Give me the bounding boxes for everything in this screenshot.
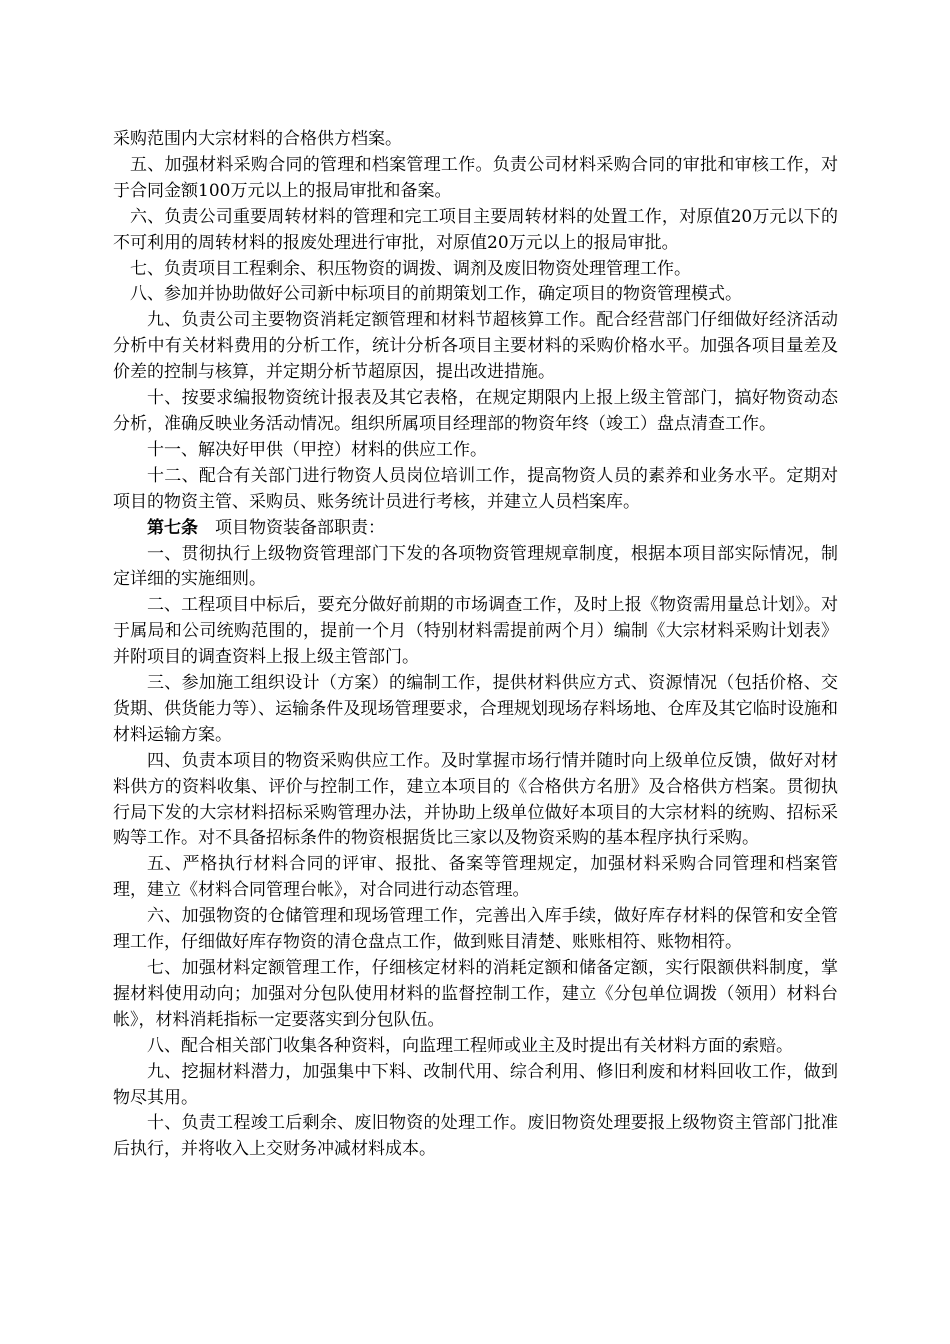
paragraph: 八、参加并协助做好公司新中标项目的前期策划工作，确定项目的物资管理模式。: [130, 284, 742, 305]
section-title: 项目物资装备部职责：: [198, 517, 385, 538]
paragraph: 七、负责项目工程剩余、积压物资的调拨、调剂及废旧物资处理管理工作。: [130, 258, 691, 279]
paragraph: 八、配合相关部门收集各种资料，向监理工程师或业主及时提出有关材料方面的索赔。: [147, 1035, 793, 1056]
document-page: [113, 127, 838, 1163]
paragraph: 十一、解决好甲供（甲控）材料的供应工作。: [147, 439, 487, 460]
paragraph: 十二、配合有关部门进行物资人员岗位培训工作，提高物资人员的素养和业务水平。定期对项目的物资主管、采购员、账务统计员进行考核，并建立人员档案库。: [113, 465, 838, 512]
paragraph: 四、负责本项目的物资采购供应工作。及时掌握市场行情并随时向上级单位反馈，做好对材料供方的资料收集、评价与控制工作，建立本项目的《合格供方名册》及合格供方档案。贯彻执行局下发的大宗材料招标采购管理办法，并协助上级单位做好本项目的大宗材料的统购、招标采购等工作。对不具备招标条件的物资根据货比三家以及物资采购的基本程序执行采购。: [113, 750, 838, 849]
paragraph: 十、按要求编报物资统计报表及其它表格，在规定期限内上报上级主管部门，搞好物资动态分析，准确反映业务活动情况。组织所属项目经理部的物资年终（竣工）盘点清查工作。: [113, 388, 838, 434]
paragraph: 六、负责公司重要周转材料的管理和完工项目主要周转材料的处置工作，对原值20万元以下的不可利用的周转材料的报废处理进行审批，对原值20万元以上的报局审批。: [113, 206, 838, 253]
paragraph: 九、挖掘材料潜力，加强集中下料、改制代用、综合利用、修旧利废和材料回收工作，做到物尽其用。: [113, 1061, 838, 1108]
paragraph: 九、负责公司主要物资消耗定额管理和材料节超核算工作。配合经营部门仔细做好经济活动分析中有关材料费用的分析工作，统计分析各项目主要材料的采购价格水平。加强各项目量差及价差的控制与核算，并定期分析节超原因，提出改进措施。: [113, 310, 838, 383]
section-heading: [113, 516, 838, 542]
paragraph: 二、工程项目中标后，要充分做好前期的市场调查工作，及时上报《物资需用量总计划》。对于属局和公司统购范围的，提前一个月（特别材料需提前两个月）编制《大宗材料采购计划表》并附项目的调查资料上报上级主管部门。: [113, 595, 838, 668]
paragraph: 一、贯彻执行上级物资管理部门下发的各项物资管理规章制度，根据本项目部实际情况，制定详细的实施细则。: [113, 543, 838, 590]
paragraph: 采购范围内大宗材料的合格供方档案。: [113, 129, 402, 149]
paragraph: 三、参加施工组织设计（方案）的编制工作，提供材料供应方式、资源情况（包括价格、交货期、供货能力等）、运输条件及现场管理要求，合理规划现场存料场地、仓库及其它临时设施和材料运输方案。: [113, 673, 838, 745]
article-number: 第七条: [147, 517, 198, 538]
paragraph: 六、加强物资的仓储管理和现场管理工作，完善出入库手续，做好库存材料的保管和安全管理工作，仔细做好库存物资的清仓盘点工作，做到账目清楚、账账相符、账物相符。: [113, 906, 838, 953]
paragraph: 七、加强材料定额管理工作，仔细核定材料的消耗定额和储备定额，实行限额供料制度，掌握材料使用动向；加强对分包队使用材料的监督控制工作，建立《分包单位调拨（领用）材料台帐》，材料消耗指标一定要落实到分包队伍。: [113, 958, 838, 1030]
paragraph: 十、负责工程竣工后剩余、废旧物资的处理工作。废旧物资处理要报上级物资主管部门批准后执行，并将收入上交财务冲减材料成本。: [113, 1113, 838, 1160]
paragraph: 五、严格执行材料合同的评审、报批、备案等管理规定，加强材料采购合同管理和档案管理，建立《材料合同管理台帐》，对合同进行动态管理。: [113, 854, 838, 901]
paragraph: 五、加强材料采购合同的管理和档案管理工作。负责公司材料采购合同的审批和审核工作，对于合同金额100万元以上的报局审批和备案。: [113, 154, 838, 201]
